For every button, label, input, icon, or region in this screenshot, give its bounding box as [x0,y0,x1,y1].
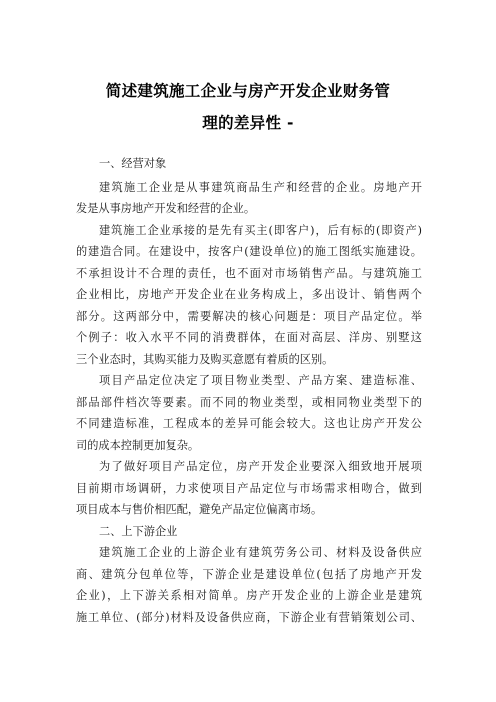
document-title-line-2: 理的差异性 - [202,114,294,132]
paragraph-line: 建筑施工企业是从事建筑商品生产和经营的企业。房地产开 [99,181,422,194]
paragraph-line: 企业)，上下游关系相对简单。房产开发企业的上游企业是建筑 [76,589,422,602]
paragraph-line: 个例子：收入水平不同的消费群体，在面对高层、洋房、别墅这 [76,331,422,344]
section-heading-operating-objects: 一、经营对象 [99,157,167,170]
paragraph-line: 司的成本控制更加复杂。 [76,439,200,452]
paragraph-line: 项目成本与售价相匹配，避免产品定位偏离市场。 [76,503,323,516]
paragraph-line: 项目产品定位决定了项目物业类型、产品方案、建造标准、 [99,374,422,387]
paragraph-line: 建筑施工企业承接的是先有买主(即客户)，后有标的(即资产) [99,224,422,237]
paragraph-line: 三个业态时，其购买能力及购买意愿有着质的区别。 [76,353,334,366]
paragraph-line: 建筑施工企业的上游企业有建筑劳务公司、材料及设备供应 [99,546,422,559]
paragraph-line: 的建造合同。在建设中，按客户(建设单位)的施工图纸实施建设。 [76,245,422,258]
section-heading-upstream-downstream: 二、上下游企业 [99,525,178,538]
paragraph-line: 部品部件档次等要素。而不同的物业类型，或相同物业类型下的 [76,396,422,409]
document-title-line-1: 简述建筑施工企业与房产开发企业财务管 [105,82,391,100]
paragraph-line: 企业相比，房地产开发企业在业务构成上，多出设计、销售两个 [76,288,422,301]
paragraph-line: 不同建造标准，工程成本的差异可能会较大。这也让房产开发公 [76,417,422,430]
paragraph-line: 为了做好项目产品定位，房产开发企业要深入细致地开展项 [99,460,422,473]
paragraph-line: 施工单位、(部分)材料及设备供应商，下游企业有营销策划公司、 [76,611,422,624]
paragraph-line: 发是从事房地产开发和经营的企业。 [76,202,256,215]
paragraph-line: 商、建筑分包单位等，下游企业是建设单位(包括了房地产开发 [76,568,422,581]
paragraph-line: 不承担设计不合理的责任，也不面对市场销售产品。与建筑施工 [76,267,422,280]
paragraph-line: 部分。这两部分中，需要解决的核心问题是：项目产品定位。举 [76,310,422,323]
paragraph-line: 目前期市场调研，力求使项目产品定位与市场需求相吻合，做到 [76,482,422,495]
